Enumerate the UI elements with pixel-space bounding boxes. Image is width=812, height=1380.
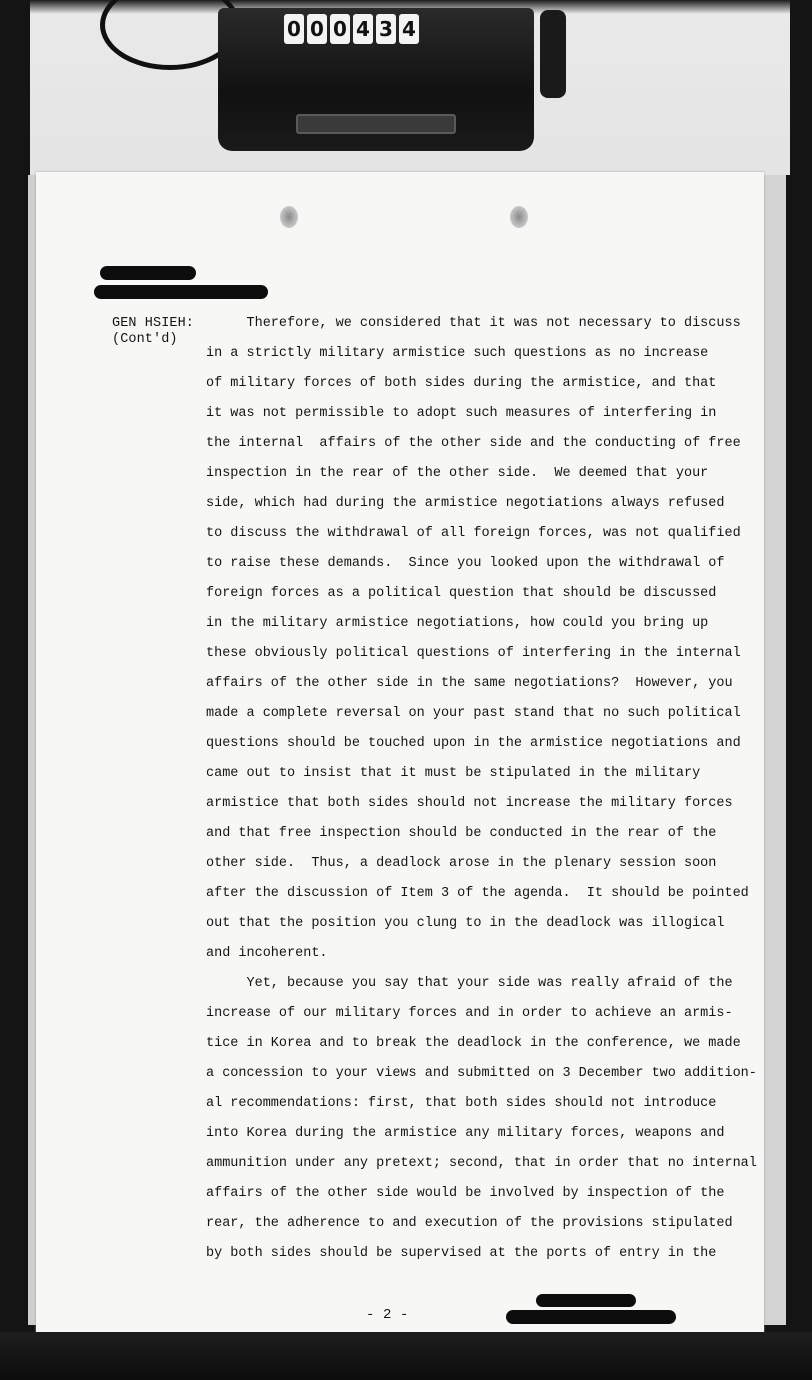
body-text-line: Therefore, we considered that it was not necessary to discuss <box>206 316 741 331</box>
body-text-line: other side. Thus, a deadlock arose in the plenary session soon <box>206 856 717 871</box>
body-text-line: in the military armistice negotiations, how could you bring up <box>206 616 709 631</box>
camera-slot <box>296 114 456 134</box>
body-text-line: and that free inspection should be conducted in the rear of the <box>206 826 717 841</box>
counter-digit: 3 <box>376 14 396 44</box>
body-text-line: in a strictly military armistice such questions as no increase <box>206 346 709 361</box>
punch-hole-right <box>510 206 528 228</box>
body-text-line: Yet, because you say that your side was really afraid of the <box>206 976 733 991</box>
body-text-line: came out to insist that it must be stipulated in the military <box>206 766 701 781</box>
body-text-line: side, which had during the armistice negotiations always refused <box>206 496 725 511</box>
camera-knob <box>540 10 566 98</box>
body-text-line: the internal affairs of the other side and the conducting of free <box>206 436 741 451</box>
body-text-line: these obviously political questions of interfering in the internal <box>206 646 741 661</box>
counter-digit: 4 <box>353 14 373 44</box>
speaker-continuation: (Cont'd) <box>112 332 178 347</box>
body-text-line: and incoherent. <box>206 946 328 961</box>
counter-digit: 4 <box>399 14 419 44</box>
redaction-bar-top-1 <box>100 266 196 280</box>
microfilm-bottom-frame <box>0 1332 812 1380</box>
body-text-line: out that the position you clung to in the deadlock was illogical <box>206 916 725 931</box>
body-text-line: questions should be touched upon in the armistice negotiations and <box>206 736 741 751</box>
body-text-line: into Korea during the armistice any military forces, weapons and <box>206 1126 725 1141</box>
body-text-line: by both sides should be supervised at the ports of entry in the <box>206 1246 717 1261</box>
body-text-line: ammunition under any pretext; second, that in order that no internal <box>206 1156 757 1171</box>
body-text-line: of military forces of both sides during the armistice, and that <box>206 376 717 391</box>
body-text-line: made a complete reversal on your past stand that no such political <box>206 706 741 721</box>
body-text-line: armistice that both sides should not increase the military forces <box>206 796 733 811</box>
body-text-line: to raise these demands. Since you looked upon the withdrawal of <box>206 556 725 571</box>
counter-digit: 0 <box>330 14 350 44</box>
body-text-line: rear, the adherence to and execution of the provisions stipulated <box>206 1216 733 1231</box>
punch-hole-left <box>280 206 298 228</box>
redaction-bar-bottom-1 <box>536 1294 636 1307</box>
body-text-line: to discuss the withdrawal of all foreign forces, was not qualified <box>206 526 741 541</box>
frame-counter <box>284 14 419 44</box>
body-text-line: it was not permissible to adopt such measures of interfering in <box>206 406 717 421</box>
redaction-bar-bottom-2 <box>506 1310 676 1324</box>
page-number: - 2 - <box>366 1307 409 1323</box>
body-text-line: a concession to your views and submitted on 3 December two addition- <box>206 1066 757 1081</box>
body-text-line: affairs of the other side would be involved by inspection of the <box>206 1186 725 1201</box>
body-text-line: affairs of the other side in the same negotiations? However, you <box>206 676 733 691</box>
counter-digit: 0 <box>307 14 327 44</box>
body-text-line: increase of our military forces and in order to achieve an armis- <box>206 1006 733 1021</box>
redaction-bar-top-2 <box>94 285 268 299</box>
body-text-line: after the discussion of Item 3 of the agenda. It should be pointed <box>206 886 749 901</box>
body-text-line: foreign forces as a political question that should be discussed <box>206 586 717 601</box>
counter-digit: 0 <box>284 14 304 44</box>
body-text-line: al recommendations: first, that both sides should not introduce <box>206 1096 717 1111</box>
body-text-line: inspection in the rear of the other side. We deemed that your <box>206 466 709 481</box>
speaker-label <box>112 316 194 348</box>
body-text-line: tice in Korea and to break the deadlock in the conference, we made <box>206 1036 741 1051</box>
speaker-name: GEN HSIEH: <box>112 316 195 331</box>
